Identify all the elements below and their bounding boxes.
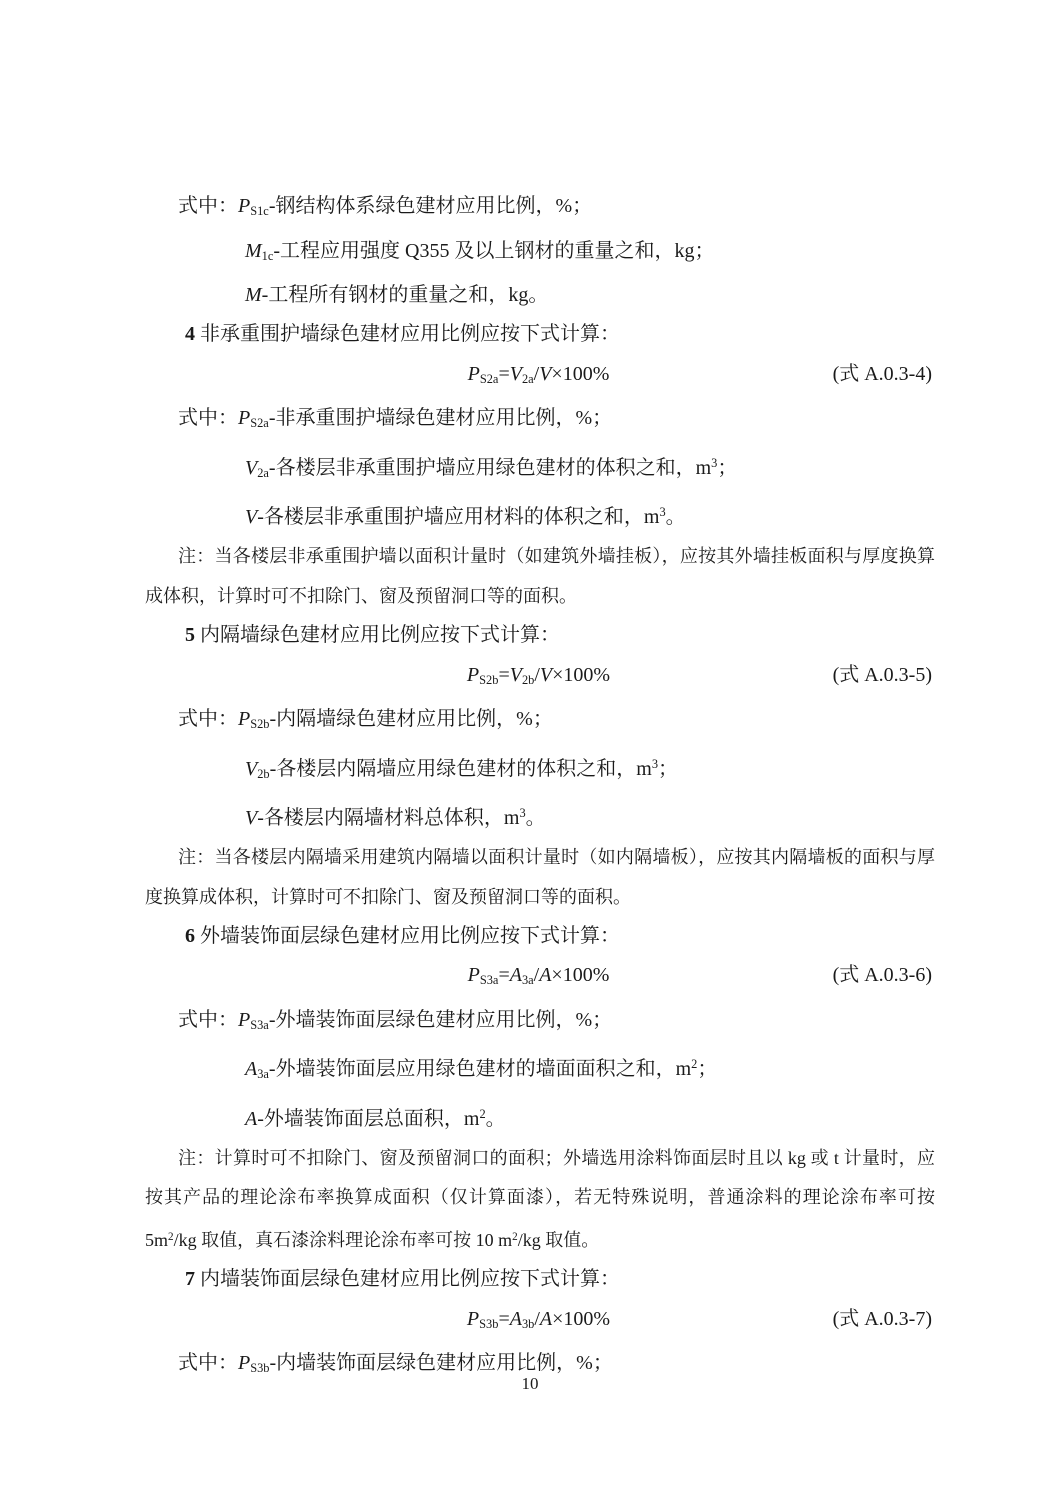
text-run: V xyxy=(539,663,553,686)
text-run: 式中： xyxy=(178,407,238,430)
text-run: 式中： xyxy=(178,708,238,731)
doc-line-def xyxy=(0,745,1060,794)
text-run: 2b xyxy=(257,766,270,781)
doc-line-formula xyxy=(0,656,1060,701)
text-run: -内墙装饰面层绿色建材应用比例，%； xyxy=(269,1352,613,1375)
text-run: V xyxy=(245,757,258,780)
formula-tag: (式 A.0.3-5) xyxy=(832,663,932,686)
text-run: /kg 取值，真石漆涂料理论涂布率可按 10 m xyxy=(173,1229,513,1250)
text-run: 5 xyxy=(185,624,195,647)
text-run: P xyxy=(238,407,251,430)
text-run: = xyxy=(498,1307,510,1330)
text-run: / xyxy=(534,663,540,686)
text-run: S2b xyxy=(250,717,270,732)
text-run: -内隔墙绿色建材应用比例，%； xyxy=(269,708,553,731)
document-body xyxy=(0,187,1060,1389)
formula-expression xyxy=(468,964,610,986)
text-run: / xyxy=(534,1307,540,1330)
text-run: -工程应用强度 Q355 及以上钢材的重量之和，kg； xyxy=(273,239,715,262)
text-run: 1c xyxy=(261,248,274,263)
doc-line-def-lead xyxy=(0,1001,1060,1046)
text-run: V xyxy=(539,362,552,385)
doc-line-note xyxy=(0,838,1060,917)
text-run: 内隔墙绿色建材应用比例应按下式计算： xyxy=(195,624,560,647)
text-run: P xyxy=(238,708,251,731)
text-run: -各楼层内隔墙应用绿色建材的体积之和，m xyxy=(269,757,652,780)
text-run: -工程所有钢材的重量之和，kg。 xyxy=(261,284,549,306)
text-run: ×100% xyxy=(552,1307,611,1330)
doc-line-item xyxy=(0,616,1060,655)
text-run: P xyxy=(466,1307,480,1330)
text-run: = xyxy=(498,663,510,686)
text-run: 式中： xyxy=(178,1008,238,1031)
text-run: P xyxy=(467,362,480,385)
text-run: A xyxy=(539,964,552,987)
page-number: 10 xyxy=(521,1374,539,1393)
text-run: ×100% xyxy=(551,964,610,987)
formula-expression xyxy=(468,363,610,385)
text-run: 内墙装饰面层绿色建材应用比例应按下式计算： xyxy=(195,1268,620,1291)
text-run: 3a xyxy=(257,1067,269,1082)
doc-line-def xyxy=(0,276,1060,315)
text-run: P xyxy=(238,1008,251,1031)
text-run: 3 xyxy=(651,756,659,771)
text-run: -外墙装饰面层总面积，m xyxy=(257,1107,480,1130)
text-run: 注：当各楼层非承重围护墙以面积计量时（如建筑外墙挂板），应按其外墙挂板面积与厚度换算成体积，计算时可不扣除门、窗及预留洞口等的面积。 xyxy=(145,546,935,606)
text-run: 3 xyxy=(711,455,718,470)
text-run: ×100% xyxy=(552,663,611,686)
text-run: A xyxy=(245,1058,258,1081)
doc-line-def xyxy=(0,794,1060,838)
text-run: 2a xyxy=(521,371,534,386)
text-run: A xyxy=(539,1307,553,1330)
text-run: 注：当各楼层内隔墙采用建筑内隔墙以面积计量时（如内隔墙板），应按其内隔墙板的面积与厚度换算成体积，计算时可不扣除门、窗及预留洞口等的面积。 xyxy=(145,847,935,907)
text-run: -外墙装饰面层绿色建材应用比例，%； xyxy=(268,1008,613,1031)
text-run: / xyxy=(533,362,540,385)
text-run: V xyxy=(245,456,258,479)
text-run: 6 xyxy=(185,924,195,947)
text-run: ； xyxy=(658,757,679,780)
doc-line-item xyxy=(0,917,1060,956)
formula-tag: (式 A.0.3-7) xyxy=(832,1307,932,1330)
text-run: -各楼层非承重围护墙应用材料的体积之和，m xyxy=(257,505,660,528)
text-run: P xyxy=(238,1352,251,1375)
doc-line-formula xyxy=(0,1300,1060,1345)
text-run: 。 xyxy=(525,806,546,829)
text-run: -非承重围护墙绿色建材应用比例，%； xyxy=(268,407,613,430)
formula-tag: (式 A.0.3-4) xyxy=(832,362,932,385)
text-run: 3a xyxy=(521,973,534,988)
text-run: 。 xyxy=(485,1107,506,1130)
formula-expression xyxy=(467,1308,610,1330)
text-run: ； xyxy=(697,1058,718,1081)
text-run: 3 xyxy=(519,805,526,820)
doc-line-note xyxy=(0,1139,1060,1260)
text-run: 。 xyxy=(665,505,686,528)
text-run: S1c xyxy=(250,204,269,219)
text-run: -各楼层非承重围护墙应用绿色建材的体积之和，m xyxy=(268,456,712,479)
text-run: 2 xyxy=(512,1230,518,1243)
text-run: 非承重围护墙绿色建材应用比例应按下式计算： xyxy=(195,323,620,346)
text-run: A xyxy=(509,1307,522,1330)
text-run: / xyxy=(533,964,540,987)
text-run: S3a xyxy=(250,1017,269,1032)
text-run: -钢结构体系绿色建材应用比例，%； xyxy=(268,195,593,217)
text-run: -各楼层内隔墙材料总体积，m xyxy=(257,806,520,829)
doc-line-def-lead xyxy=(0,399,1060,444)
doc-line-formula xyxy=(0,355,1060,400)
text-run: S3b xyxy=(479,1316,499,1331)
text-run: 2b xyxy=(521,672,535,687)
text-run: V xyxy=(509,663,522,686)
text-run: ×100% xyxy=(551,362,610,385)
text-run: 式中： xyxy=(178,1352,238,1375)
text-run: /kg 取值。 xyxy=(517,1229,600,1250)
text-run: 3 xyxy=(659,505,666,520)
text-run: 2 xyxy=(479,1106,486,1121)
doc-line-def xyxy=(0,444,1060,493)
text-run: A xyxy=(509,964,522,987)
text-run: V xyxy=(245,505,258,528)
doc-line-def xyxy=(0,1095,1060,1139)
text-run: P xyxy=(467,964,480,987)
text-run: 3b xyxy=(521,1316,535,1331)
formula-expression xyxy=(467,664,610,686)
doc-line-def-lead xyxy=(0,187,1060,232)
text-run: 2a xyxy=(257,465,269,480)
text-run: A xyxy=(245,1107,258,1130)
doc-line-def-lead xyxy=(0,700,1060,745)
doc-line-formula xyxy=(0,956,1060,1001)
text-run: P xyxy=(238,195,251,217)
text-run: S2a xyxy=(250,416,269,431)
text-run: M xyxy=(245,284,262,306)
text-run: 4 xyxy=(185,323,195,346)
text-run: P xyxy=(466,663,480,686)
doc-line-item xyxy=(0,315,1060,354)
doc-line-def xyxy=(0,493,1060,537)
text-run: 注：计算时可不扣除门、窗及预留洞口的面积；外墙选用涂料饰面层时且以 kg 或 t 计量时，应按其产品的理论涂布率换算成面积（仅计算面漆），若无特殊说明，普通涂料的理论涂布率可按 5m xyxy=(145,1147,935,1250)
text-run: S2a xyxy=(479,371,499,386)
doc-line-note xyxy=(0,537,1060,616)
text-run: 2 xyxy=(168,1230,174,1243)
text-run: V xyxy=(245,806,258,829)
text-run: = xyxy=(498,362,510,385)
text-run: = xyxy=(498,964,510,987)
text-run: 外墙装饰面层绿色建材应用比例应按下式计算： xyxy=(195,924,620,947)
text-run: 式中： xyxy=(178,195,238,217)
doc-line-def xyxy=(0,232,1060,277)
text-run: 7 xyxy=(185,1268,195,1291)
doc-line-item xyxy=(0,1260,1060,1299)
text-run: 2 xyxy=(691,1057,698,1072)
text-run: S3b xyxy=(250,1361,270,1376)
text-run: V xyxy=(509,362,522,385)
text-run: -外墙装饰面层应用绿色建材的墙面面积之和，m xyxy=(268,1058,692,1081)
text-run: S2b xyxy=(479,672,499,687)
text-run: ； xyxy=(717,456,738,479)
text-run: S3a xyxy=(479,973,499,988)
formula-tag: (式 A.0.3-6) xyxy=(832,964,932,987)
text-run: M xyxy=(245,239,262,262)
doc-line-def xyxy=(0,1045,1060,1094)
